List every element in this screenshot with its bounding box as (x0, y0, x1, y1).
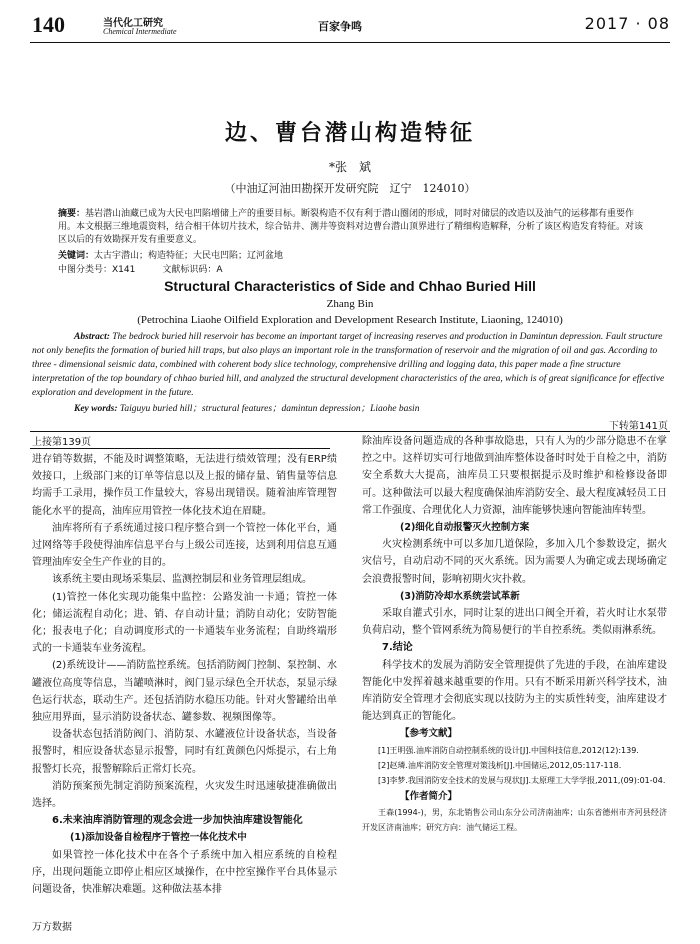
reference-entry: [3]李梦.我国消防安全技术的发展与现状[J].太原理工大学学报,2011,(09):01-04. (378, 775, 666, 785)
affiliation-cn: （中油辽河油田勘探开发研究院 辽宁 124010） (224, 182, 476, 195)
paragraph: 采取自灌式引水，同时让泵的进出口阀全开着，若火时让水泵带负荷启动，整个管网系统为简易便行的半自控系统。类似雨淋系统。 (362, 608, 667, 637)
paragraph: 该系统主要由现场采集层、监测控制层和业务管理层组成。 (52, 574, 312, 586)
section-rule (30, 431, 670, 432)
left-column (32, 451, 337, 898)
keywords-cn-text: 太古宇潜山；构造特征；大民屯凹陷；辽河盆地 (94, 251, 284, 261)
abstract-cn-text: 基岩潜山油藏已成为大民屯凹陷增储上产的重要目标。断裂构造不仅有利于潜山圈闭的形成，同时对储层的改造以及油气的运移都有重要作用。本文根据三维地震资料，结合相干体切片技术，综合钻井、测井等资料对边曹台潜山顶界进行了精细构造解释，分析了该区构造发育特征。对该区以后的有效勘探开发有重要意义。 (58, 209, 644, 245)
article-title-en: Structural Characteristics of Side and Chhao Buried Hill (164, 278, 536, 294)
issue-date: 2017 · 08 (584, 14, 670, 33)
paragraph: 除油库设备问题造成的各种事故隐患，只有人为的少部分隐患不在掌控之中。这样切实可行地做到油库整体设备时时处于自检之中，消防安全系数大大提高，油库员工只要根据提示及时维护和检修设备即可。这种做法可以最大程度确保油库消防安全、最大程度减轻员工日常工作强度、合理优化人力资源，油库能够快速向智能油库转型。 (362, 436, 667, 516)
section-heading: 6.未来油库消防管理的观念会进一步加快油库建设智能化 (52, 815, 303, 827)
paragraph: 设备状态包括消防阀门、消防泵、水罐液位计设备状态，当设备报警时，相应设备状态显示报警，同时有红黄颜色闪烁提示，右上角报警灯长亮，报警解除后正常灯长亮。 (32, 729, 337, 775)
article-title-cn: 边、曹台潜山构造特征 (224, 121, 475, 146)
reference-heading: 【作者简介】 (400, 790, 458, 802)
continued-from-note: 上接第139页 (32, 437, 92, 448)
paragraph: (2)系统设计——消防监控系统。包括消防阀门控制、泵控制、水罐液位高度等信息，当罐喷淋时，阀门显示绿色全开状态，泵显示绿色运行状态，联动生产。还包括消防水稳压功能。针对火警罐给出单独应用界面，显示消防设备状态、罐参数、视频图像等。 (32, 660, 337, 724)
author-en: Zhang Bin (326, 298, 374, 310)
continued-rule (30, 448, 330, 449)
classification-line: 中图分类号：X141 文献标识码：A (58, 265, 223, 275)
journal-name-en: Chemical Intermediate (103, 27, 177, 36)
abstract-cn-label: 摘要： (58, 209, 86, 219)
section-heading: 7.结论 (382, 642, 413, 654)
keywords-cn-label: 关键词： (58, 251, 95, 261)
affiliation-en: (Petrochina Liaohe Oilfield Exploration and Development Research Institute, Liaoning, 124010) (137, 314, 563, 326)
reference-entry: [1]王明强.油库消防自动控制系统的设计[J].中国科技信息,2012(12):139. (378, 745, 639, 755)
subsection-heading: (3)消防冷却水系统尝试革新 (400, 590, 520, 602)
author-cn: *张 斌 (328, 160, 371, 174)
abstract-en-label: Abstract: (74, 332, 110, 342)
reference-heading: 【参考文献】 (400, 728, 458, 740)
keywords-en-label: Key words: (74, 404, 118, 414)
header-rule (30, 42, 670, 43)
paragraph: 消防预案预先制定消防预案流程，火灾发生时迅速敏捷准确做出选择。 (32, 780, 337, 810)
paragraph: 油库将所有子系统通过接口程序整合到一个管控一体化平台，通过网络等手段使得油库信息平台与上级公司连接，达到利用信息互通管理油库安全生产作业的目的。 (32, 522, 337, 569)
paragraph: 如果管控一体化技术中在各个子系统中加入相应系统的自检程序，出现问题能立即停止相应区域操作，在中控室操作平台具体显示问题设备，快准解决难题。这种做法基本排 (32, 849, 337, 896)
subsection-heading: (2)细化自动报警灭火控制方案 (400, 522, 530, 534)
paragraph: 进存销等数据，不能及时调整策略，无法进行绩效管理；没有ERP绩效接口，上级部门来的订单等信息以及上报的储存量、销售量等信息均需手工录用，操作员工作量较大，容易出现错误。随着油库管理智能化水平的提高，油库应用管控一体化技术迫在眉睫。 (32, 454, 337, 517)
reference-entry: 王森(1994-)，男，东北销售公司山东分公司济南油库；山东省德州市齐河县经济开发区济南油库；研究方向：油气储运工程。 (362, 807, 667, 832)
journal-name-cn: 当代化工研究 (103, 18, 163, 29)
reference-entry: [2]赵璘.油库消防安全管理对策浅析[J].中国储运,2012,05:117-118. (378, 760, 622, 770)
abstract-en-text: The bedrock buried hill reservoir has become an important target of increasing reserves and production in Damintun depression. Fault structure not only benefits the formation of buried hill traps, but also plays an important role in the transformation of reservoir and the migration of oil and gas. According to three - dimensional seismic data, combined with coherent body slice technology, comprehensive drilling and logging data, this paper made a fine structure interpretation of the top boundary of chhao buried hill, and analyzed the structural development characteristics of the area, which is of great significance for effective exploration and development in the future. (32, 332, 665, 398)
column-name: 百家争鸣 (318, 20, 362, 33)
keywords-cn (58, 248, 643, 261)
paragraph: 火灾检测系统中可以多加几道保险，多加入几个参数设定，据火灾信号，自动启动不同的灭火系统。因为需要人为确定或去现场确定会浪费报警时间，影响初期火灾扑救。 (362, 539, 667, 585)
continued-to-note: 下转第141页 (608, 421, 668, 432)
keywords-en (74, 400, 670, 414)
paragraph: (1)管控一体化实现功能集中监控：公路发油一卡通；管控一体化；储运流程自动化；进、销、存自动计量；消防自动化；安防智能化；报表电子化；自动调度形式的一卡通装车业务流程；自助终端形式的一卡通装车业务流程。 (32, 591, 337, 655)
footer-source: 万方数据 (32, 922, 72, 933)
keywords-en-text: Taiguyu buried hill；structural features；damintun depression；Liaohe basin (119, 404, 420, 414)
abstract-en (32, 330, 670, 400)
paragraph: 科学技术的发展为消防安全管理提供了先进的手段，在油库建设智能化中发挥着越来越重要的作用。只有不断采用新兴科学技术，油库消防安全管理才会彻底实现以技防为主的实质性转变，油库建设才能达到真正的智能化。 (362, 659, 667, 723)
subsection-heading: (1)添加设备自检程序于管控一体化技术中 (70, 832, 247, 844)
page-number: 140 (32, 12, 65, 37)
right-column (362, 433, 667, 835)
abstract-cn (58, 208, 643, 247)
